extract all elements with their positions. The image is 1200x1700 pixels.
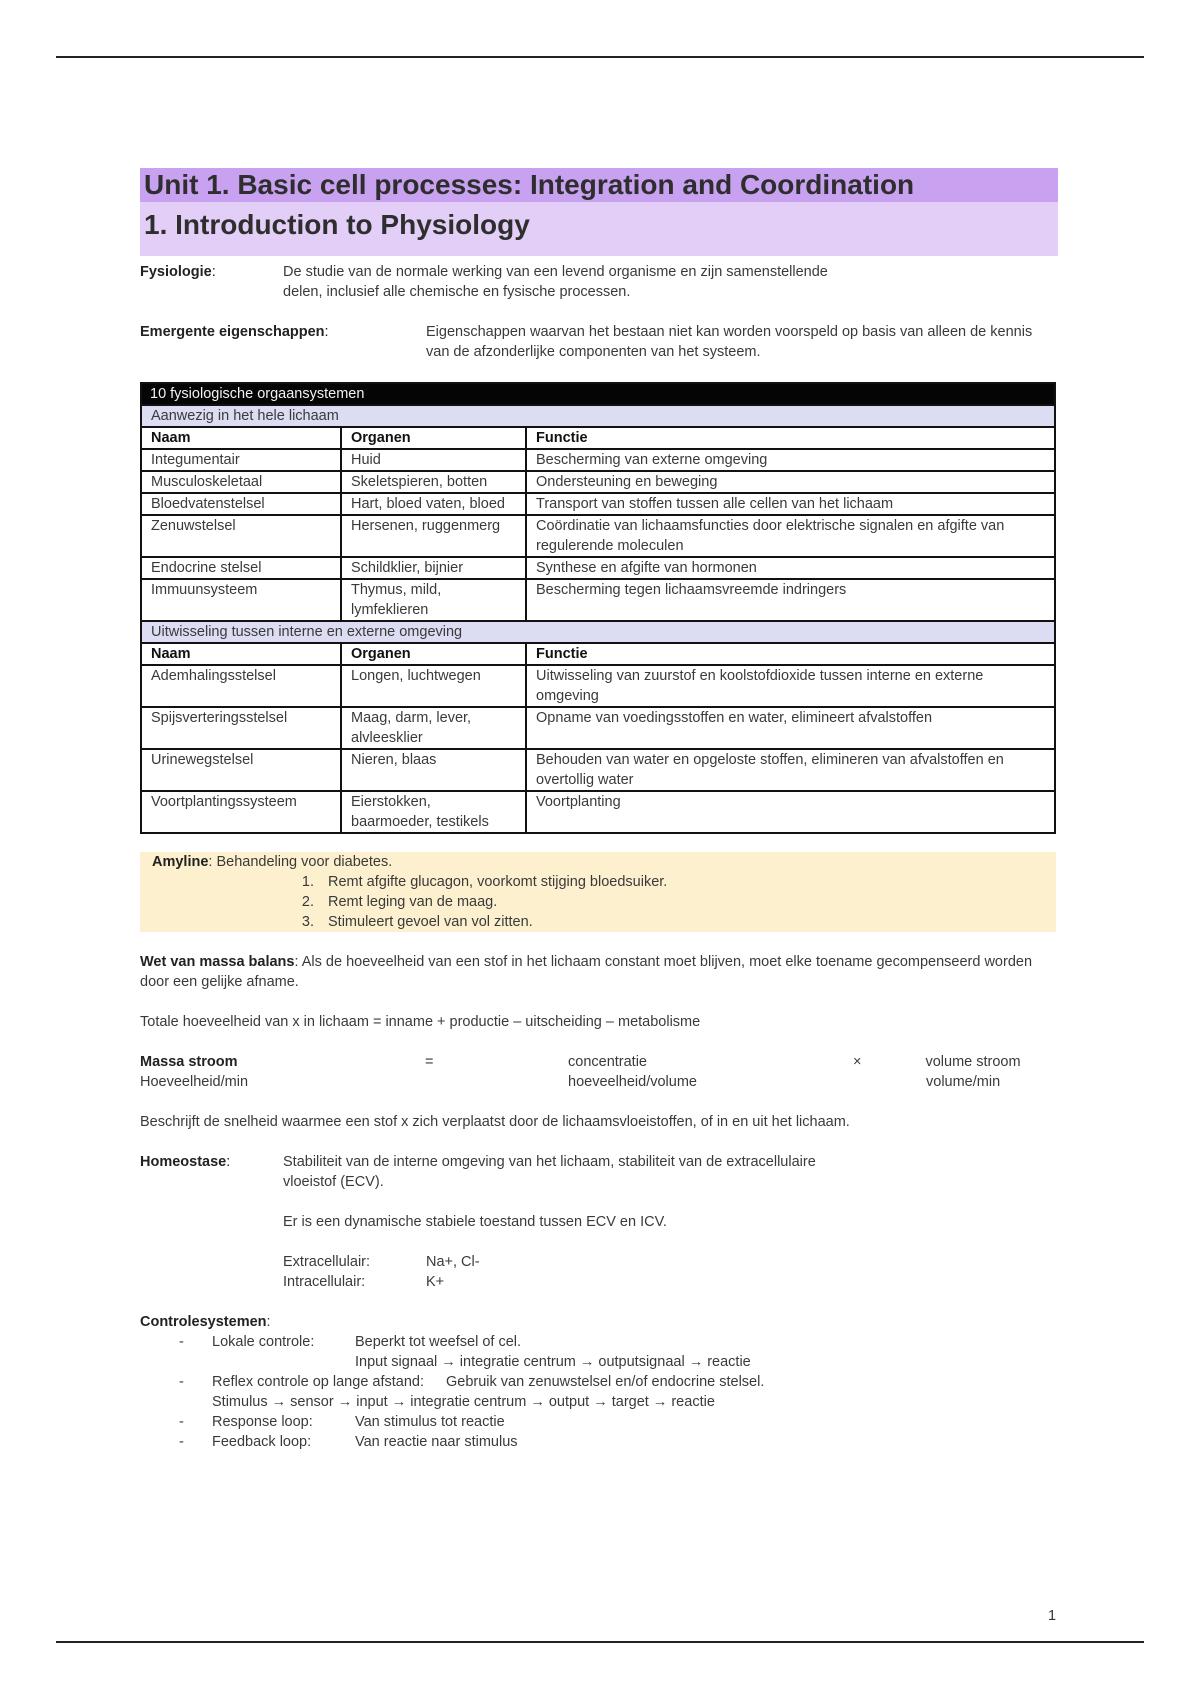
table-cell: Voortplanting — [526, 791, 1055, 833]
amyline-box — [140, 852, 1056, 932]
section-label: Uitwisseling tussen interne en externe omgeving — [141, 621, 1055, 643]
table-cell: Integumentair — [141, 449, 341, 471]
table-row — [141, 493, 1055, 515]
table-cell: Nieren, blaas — [341, 749, 526, 791]
chapter-title: 1. Introduction to Physiology — [140, 202, 1058, 256]
table-cell: Endocrine stelsel — [141, 557, 341, 579]
table-row — [141, 665, 1055, 707]
table-cell: Maag, darm, lever, alvleesklier — [341, 707, 526, 749]
column-header: Functie — [526, 427, 1055, 449]
column-header: Functie — [526, 643, 1055, 665]
controle-heading: Controlesystemen: — [140, 1314, 271, 1330]
header-rule — [56, 56, 1144, 58]
emergente-text: Eigenschappen waarvan het bestaan niet kan worden voorspeld op basis van alleen de kennis van de afzonderlijke componenten van het systeem. — [426, 324, 1033, 360]
table-row — [141, 515, 1055, 557]
table-cell: Bescherming tegen lichaamsvreemde indringers — [526, 579, 1055, 621]
unit-title: Unit 1. Basic cell processes: Integration and Coordination — [140, 168, 1058, 202]
page-content — [140, 168, 1058, 1452]
controle-list-loops — [140, 1412, 1058, 1452]
table-header-row — [141, 643, 1055, 665]
table-cell: Hersenen, ruggenmerg — [341, 515, 526, 557]
table-cell: Immuunsysteem — [141, 579, 341, 621]
beschrijft-text: Beschrijft de snelheid waarmee een stof x zich verplaatst door de lichaamsvloeistoffen, of in en uit het lichaam. — [140, 1114, 850, 1130]
table-cell: Transport van stoffen tussen alle cellen van het lichaam — [526, 493, 1055, 515]
table-section-row — [141, 621, 1055, 643]
table-row — [141, 579, 1055, 621]
fysiologie-definition — [140, 262, 1058, 302]
table-row — [141, 557, 1055, 579]
list-item: 1. Remt afgifte glucagon, voorkomt stijging bloedsuiker. — [318, 872, 1044, 892]
column-header: Naam — [141, 427, 341, 449]
homeostase-text: Stabiliteit van de interne omgeving van het lichaam, stabiliteit van de extracellulaire vloeistof (ECV). — [283, 1154, 816, 1190]
table-row — [141, 707, 1055, 749]
table-cell: Ondersteuning en beweging — [526, 471, 1055, 493]
table-cell: Coördinatie van lichaamsfuncties door elektrische signalen en afgifte van regulerende moleculen — [526, 515, 1055, 557]
table-cell: Schildklier, bijnier — [341, 557, 526, 579]
list-item: 2. Remt leging van de maag. — [318, 892, 1044, 912]
totale-formula: Totale hoeveelheid van x in lichaam = inname + productie – uitscheiding – metabolisme — [140, 1014, 701, 1030]
column-header: Organen — [341, 643, 526, 665]
table-cell: Opname van voedingsstoffen en water, elimineert afvalstoffen — [526, 707, 1055, 749]
table-cell: Zenuwstelsel — [141, 515, 341, 557]
organ-systems-table — [140, 382, 1056, 834]
table-cell: Bloedvatenstelsel — [141, 493, 341, 515]
homeostase-dynamic: Er is een dynamische stabiele toestand tussen ECV en ICV. — [283, 1214, 667, 1230]
table-cell: Musculoskeletaal — [141, 471, 341, 493]
table-cell: Spijsverteringsstelsel — [141, 707, 341, 749]
homeostase-term: Homeostase: — [140, 1154, 231, 1170]
table-cell: Hart, bloed vaten, bloed — [341, 493, 526, 515]
list-item: - Response loop: Van stimulus tot reactie — [179, 1414, 505, 1430]
table-header-row — [141, 427, 1055, 449]
ion-list: Extracellulair: Na+, Cl- Intracellulair: K+ — [283, 1254, 480, 1290]
amyline-list — [152, 872, 1044, 932]
table-cell: Ademhalingsstelsel — [141, 665, 341, 707]
table-row — [141, 791, 1055, 833]
list-item: - Reflex controle op lange afstand: Gebruik van zenuwstelsel en/of endocrine stelsel. Stimulus → sensor → input → integratie centrum → output → target → reactie — [179, 1374, 765, 1410]
amyline-heading: Amyline: Behandeling voor diabetes. — [152, 854, 393, 870]
table-title: 10 fysiologische orgaansystemen — [141, 383, 1055, 405]
column-header: Naam — [141, 643, 341, 665]
table-cell: Skeletspieren, botten — [341, 471, 526, 493]
column-header: Organen — [341, 427, 526, 449]
table-cell: Urinewegstelsel — [141, 749, 341, 791]
table-row — [141, 749, 1055, 791]
table-cell: Longen, luchtwegen — [341, 665, 526, 707]
table-row — [141, 471, 1055, 493]
list-item: - Lokale controle: Beperkt tot weefsel of cel. Input signaal → integratie centrum → outputsignaal → reactie — [179, 1334, 751, 1370]
list-item: 3. Stimuleert gevoel van vol zitten. — [318, 912, 1044, 932]
controle-list — [140, 1332, 1058, 1372]
section-label: Aanwezig in het hele lichaam — [141, 405, 1055, 427]
table-cell: Behouden van water en opgeloste stoffen, elimineren van afvalstoffen en overtollig water — [526, 749, 1055, 791]
table-row — [141, 449, 1055, 471]
table-cell: Thymus, mild, lymfeklieren — [341, 579, 526, 621]
fysiologie-text: De studie van de normale werking van een levend organisme en zijn samenstellende delen, inclusief alle chemische en fysische processen. — [283, 264, 828, 300]
controle-list-reflex — [140, 1372, 1058, 1412]
footer-rule — [56, 1641, 1144, 1643]
emergente-definition — [140, 322, 1058, 362]
table-cell: Synthese en afgifte van hormonen — [526, 557, 1055, 579]
fysiologie-term: Fysiologie: — [140, 264, 216, 280]
table-section-row — [141, 405, 1055, 427]
page-number: 1 — [1048, 1608, 1057, 1624]
emergente-term: Emergente eigenschappen: — [140, 324, 329, 340]
table-cell: Voortplantingssysteem — [141, 791, 341, 833]
massa-balans: Wet van massa balans: Als de hoeveelheid van een stof in het lichaam constant moet blijven, moet elke toename gecompenseerd worden door een gelijke afname. — [140, 954, 1033, 990]
table-cell: Uitwisseling van zuurstof en koolstofdioxide tussen interne en externe omgeving — [526, 665, 1055, 707]
table-cell: Bescherming van externe omgeving — [526, 449, 1055, 471]
homeostase-definition — [140, 1152, 1058, 1192]
table-cell: Eierstokken, baarmoeder, testikels — [341, 791, 526, 833]
list-item: - Feedback loop: Van reactie naar stimulus — [179, 1434, 518, 1450]
massa-stroom-formula: Massa stroom = concentratie × volume stroom Hoeveelheid/min hoeveelheid/volume volume/min — [140, 1054, 1021, 1090]
table-cell: Huid — [341, 449, 526, 471]
